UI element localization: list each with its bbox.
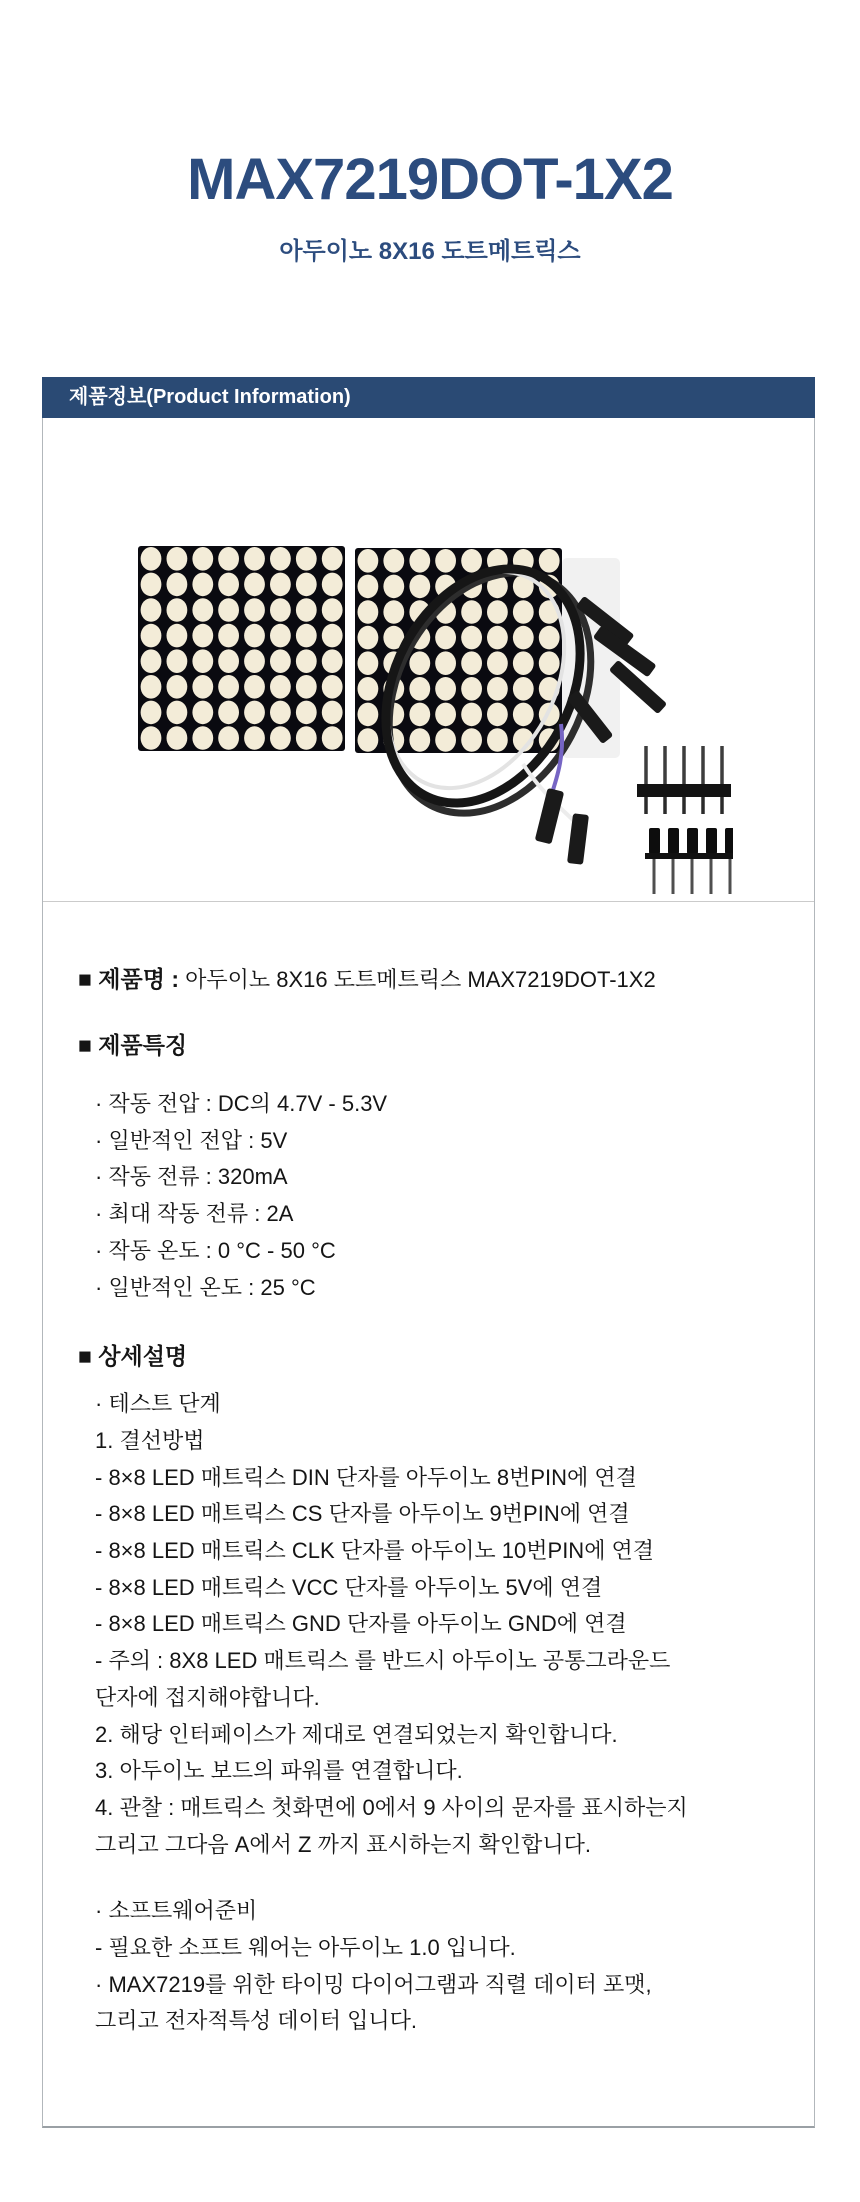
feature-item: · 일반적인 온도 : 25 °C (95, 1274, 316, 1300)
product-name-value: 아두이노 8X16 도트메트릭스 MAX7219DOT-1X2 (185, 967, 656, 992)
led-matrix-left (138, 546, 345, 751)
detail-line: 그리고 전자적특성 데이터 입니다. (95, 2008, 417, 2034)
detail-line: 1. 결선방법 (95, 1427, 205, 1453)
pin-header-top (637, 746, 731, 814)
product-info-box (42, 377, 815, 2128)
detail-line: - 8×8 LED 매트릭스 VCC 단자를 아두이노 5V에 연결 (95, 1574, 603, 1600)
product-name-label: ■ 제품명 : (78, 966, 179, 992)
feature-item: · 최대 작동 전류 : 2A (95, 1201, 294, 1227)
detail-line: · 소프트웨어준비 (95, 1898, 258, 1924)
feature-item: · 일반적인 전압 : 5V (95, 1127, 288, 1153)
detail-line: - 8×8 LED 매트릭스 GND 단자를 아두이노 GND에 연결 (95, 1611, 627, 1637)
details-heading: ■ 상세설명 (78, 1343, 188, 1370)
detail-line: - 필요한 소프트 웨어는 아두이노 1.0 입니다. (95, 1935, 516, 1961)
feature-item: · 작동 전압 : DC의 4.7V - 5.3V (95, 1091, 388, 1116)
detail-line: - 주의 : 8X8 LED 매트릭스 를 반드시 아두이노 공통그라운드 (95, 1648, 671, 1674)
page-title: MAX7219DOT-1X2 (187, 147, 673, 212)
detail-line: 단자에 접지해야합니다. (95, 1684, 320, 1710)
detail-line: - 8×8 LED 매트릭스 CS 단자를 아두이노 9번PIN에 연결 (95, 1501, 630, 1527)
detail-line: - 8×8 LED 매트릭스 CLK 단자를 아두이노 10번PIN에 연결 (95, 1538, 655, 1564)
feature-item: · 작동 전류 : 320mA (95, 1164, 288, 1190)
detail-line: 그리고 그다음 A에서 Z 까지 표시하는지 확인합니다. (95, 1831, 591, 1857)
product-name-line (78, 964, 784, 995)
detail-line: 3. 아두이노 보드의 파워를 연결합니다. (95, 1758, 463, 1784)
pin-header-bottom (645, 828, 733, 894)
page-subtitle: 아두이노 8X16 도트메트릭스 (279, 238, 581, 265)
detail-line: 2. 해당 인터페이스가 제대로 연결되었는지 확인합니다. (95, 1721, 618, 1747)
product-info-header: 제품정보(Product Information) (42, 377, 815, 418)
features-heading: ■ 제품특징 (78, 1032, 188, 1058)
features-list (78, 1086, 784, 1306)
product-photo-area (43, 418, 814, 901)
detail-line: - 8×8 LED 매트릭스 DIN 단자를 아두이노 8번PIN에 연결 (95, 1464, 637, 1490)
detail-line: 4. 관찰 : 매트릭스 첫화면에 0에서 9 사이의 문자를 표시하는지 (95, 1794, 688, 1820)
detail-line: · 테스트 단계 (95, 1391, 221, 1417)
product-photo (93, 496, 733, 896)
feature-item: · 작동 온도 : 0 °C - 50 °C (95, 1237, 336, 1263)
product-description (43, 901, 814, 2040)
details-list (78, 1386, 784, 2040)
detail-line: · MAX7219를 위한 타이밍 다이어그램과 직렬 데이터 포맷, (95, 1971, 652, 1997)
